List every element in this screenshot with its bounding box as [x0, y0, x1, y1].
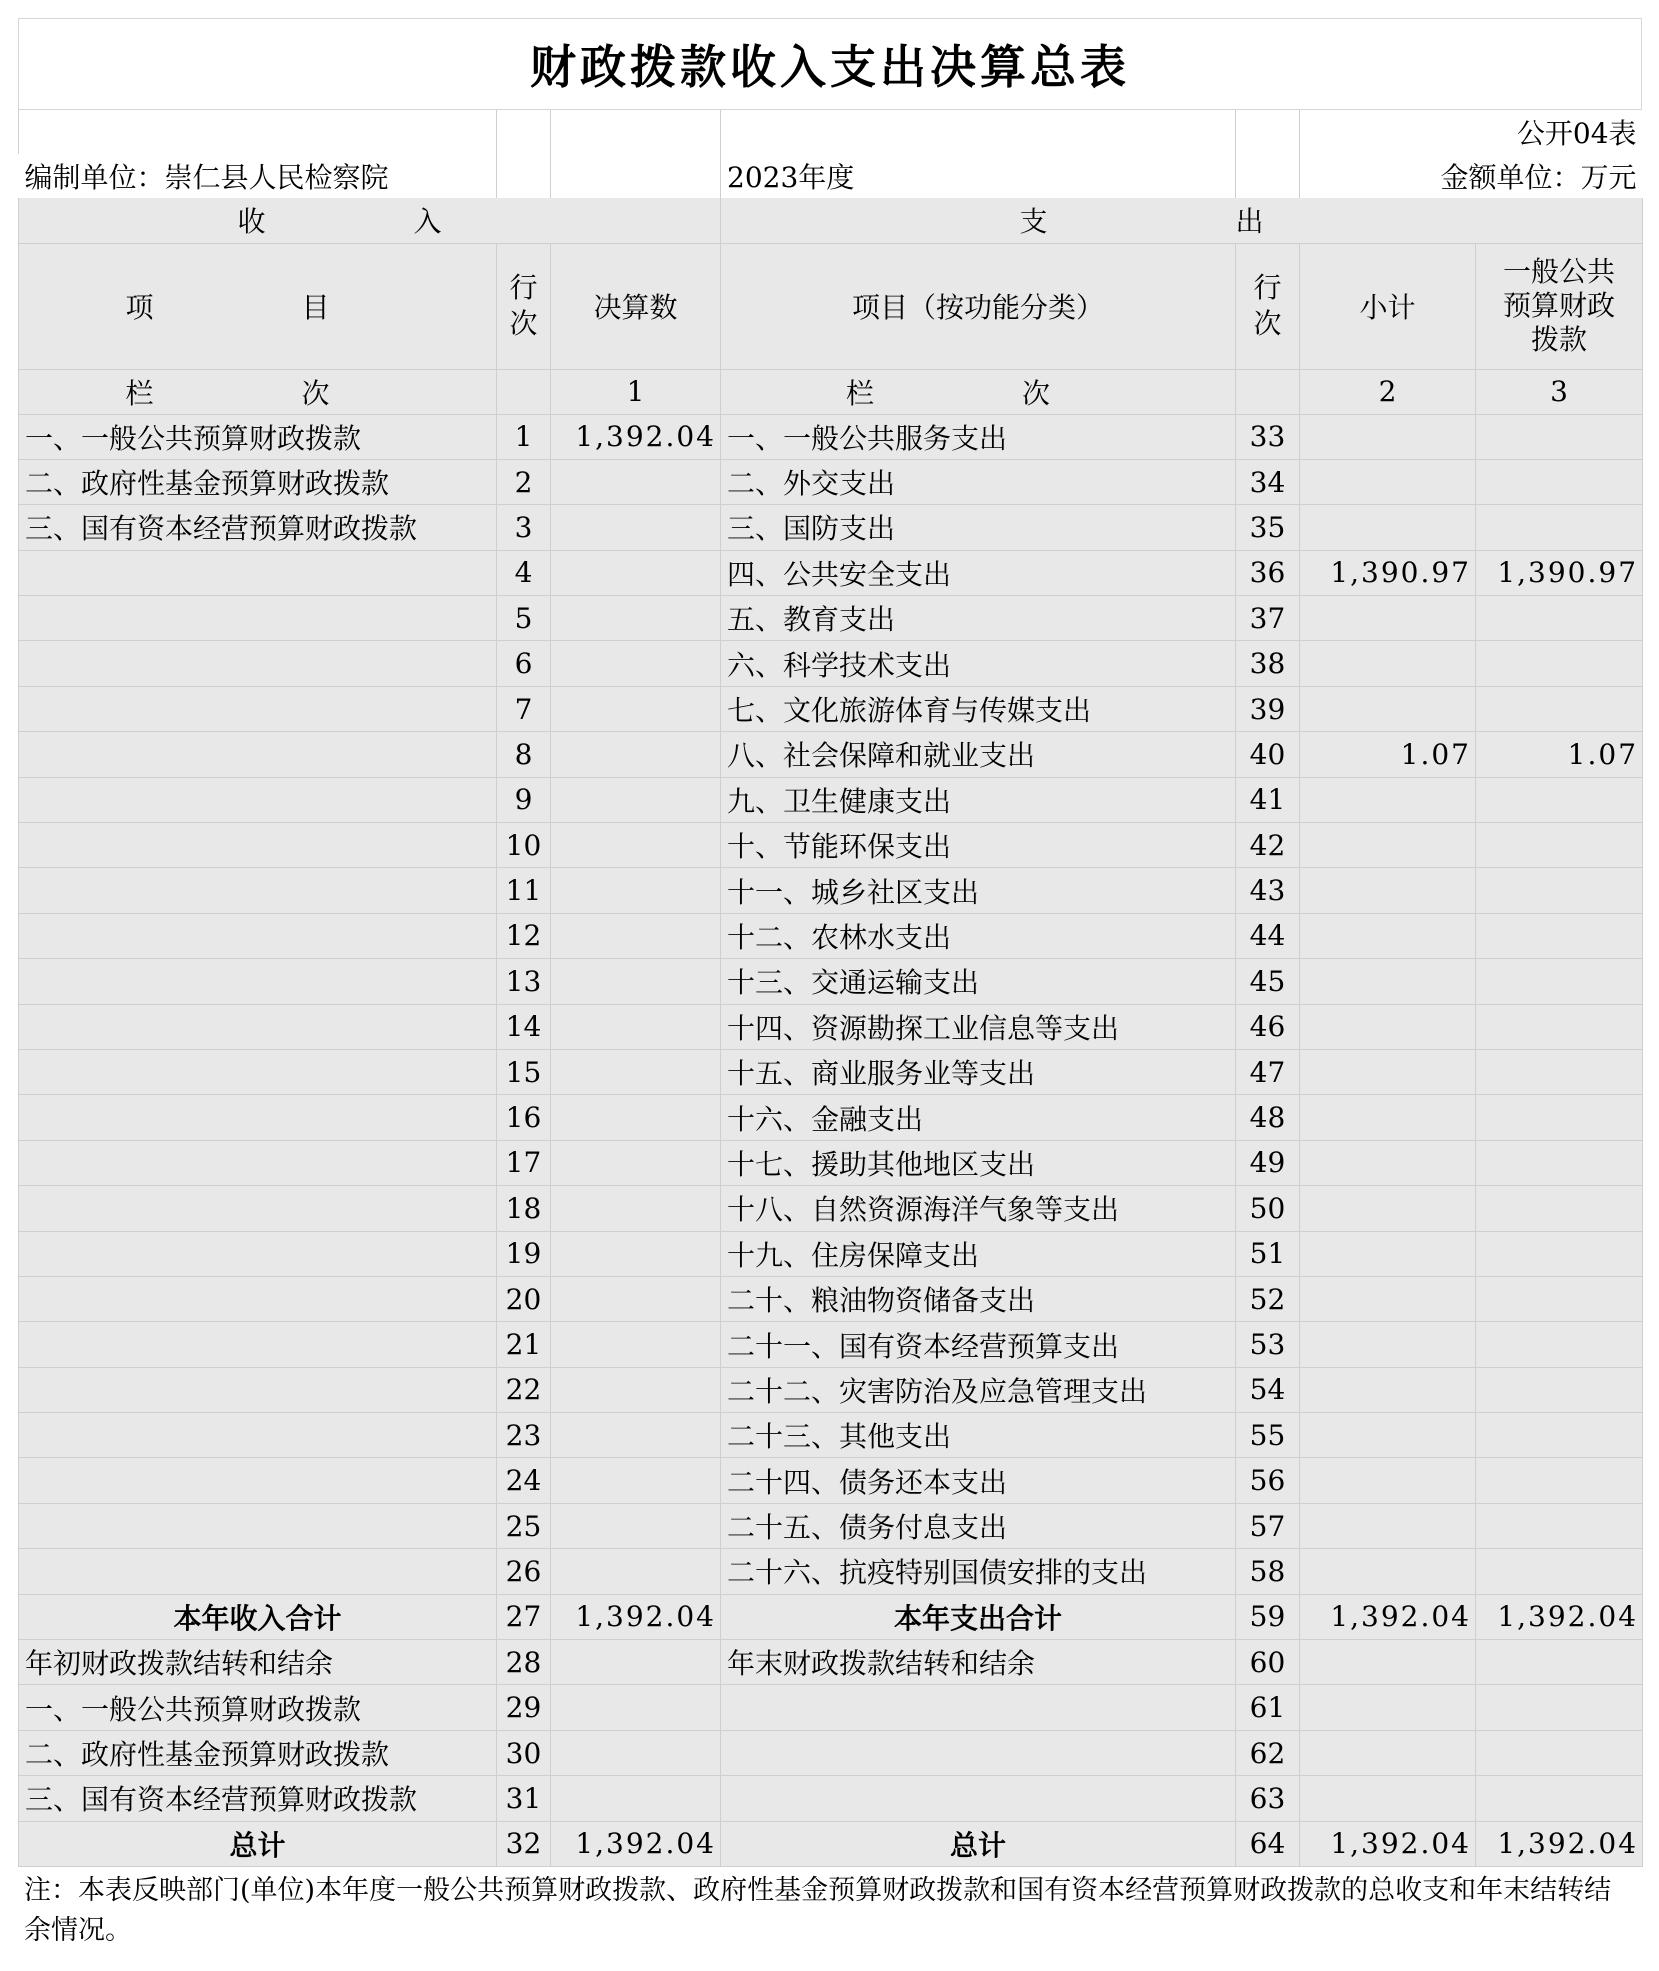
income-row-no: 27: [497, 1594, 551, 1639]
expense-row-no: 64: [1236, 1821, 1300, 1866]
expense-subtotal: [1300, 1322, 1476, 1367]
income-amount: [551, 1004, 721, 1049]
expense-row-no: 44: [1236, 913, 1300, 958]
expense-general: [1476, 1095, 1643, 1140]
income-amount: [551, 1730, 721, 1775]
fiscal-year: 2023年度: [727, 161, 855, 194]
expense-general: [1476, 1004, 1643, 1049]
expense-row-no: 61: [1236, 1685, 1300, 1730]
table-row: [19, 1322, 1643, 1367]
expense-row-no: 52: [1236, 1276, 1300, 1321]
expense-item: 二十四、债务还本支出: [721, 1458, 1236, 1503]
table-row: [19, 823, 1643, 868]
expense-item: 十九、住房保障支出: [721, 1231, 1236, 1276]
income-amount: [551, 732, 721, 777]
table-row: [19, 1186, 1643, 1231]
expense-row-no: 36: [1236, 550, 1300, 595]
expense-subtotal: [1300, 1549, 1476, 1594]
expense-item: 七、文化旅游体育与传媒支出: [721, 686, 1236, 731]
expense-general: [1476, 868, 1643, 913]
column-label: 栏 次: [19, 369, 497, 414]
header-general: 一般公共预算财政拨款: [1476, 243, 1643, 369]
expense-general: [1476, 641, 1643, 686]
expense-general: 1,392.04: [1476, 1594, 1643, 1639]
expense-subtotal: [1300, 1276, 1476, 1321]
income-item: [19, 1231, 497, 1276]
income-amount: [551, 1095, 721, 1140]
expense-subtotal: [1300, 959, 1476, 1004]
income-amount: [551, 913, 721, 958]
table-row: [19, 1095, 1643, 1140]
income-amount: [551, 459, 721, 504]
income-row-no: 23: [497, 1413, 551, 1458]
expense-row-no: 37: [1236, 596, 1300, 641]
income-row-no: 24: [497, 1458, 551, 1503]
table-row: [19, 505, 1643, 550]
expense-subtotal: 1,390.97: [1300, 550, 1476, 595]
income-amount: [551, 1685, 721, 1730]
expense-item: 三、国防支出: [721, 505, 1236, 550]
expense-row-no: 50: [1236, 1186, 1300, 1231]
expense-general: [1476, 686, 1643, 731]
column-2: 2: [1300, 369, 1476, 414]
expense-row-no: 59: [1236, 1594, 1300, 1639]
expense-general: [1476, 1231, 1643, 1276]
expense-subtotal: [1300, 596, 1476, 641]
income-row-no: 26: [497, 1549, 551, 1594]
table-row: [19, 550, 1643, 595]
column-3: 3: [1476, 369, 1643, 414]
income-row-no: 14: [497, 1004, 551, 1049]
expense-item: [721, 1685, 1236, 1730]
income-amount: [551, 686, 721, 731]
expense-row-no: 62: [1236, 1730, 1300, 1775]
expense-general: [1476, 1776, 1643, 1821]
expense-subtotal: [1300, 868, 1476, 913]
income-item: 二、政府性基金预算财政拨款: [19, 459, 497, 504]
income-row-no: 31: [497, 1776, 551, 1821]
expense-item: [721, 1730, 1236, 1775]
expense-general: [1476, 959, 1643, 1004]
expense-general: [1476, 1049, 1643, 1094]
expense-general: [1476, 1276, 1643, 1321]
expense-subtotal: [1300, 1186, 1476, 1231]
expense-general: [1476, 1458, 1643, 1503]
compiler-unit: 编制单位：崇仁县人民检察院: [24, 161, 389, 194]
income-amount: [551, 868, 721, 913]
header-subtotal: 小计: [1300, 243, 1476, 369]
header-row-no: 行次: [497, 243, 551, 369]
income-item: 三、国有资本经营预算财政拨款: [19, 1776, 497, 1821]
income-item: 年初财政拨款结转和结余: [19, 1640, 497, 1685]
expense-subtotal: [1300, 414, 1476, 459]
expense-general: 1,392.04: [1476, 1821, 1643, 1866]
income-amount: [551, 1640, 721, 1685]
expense-item: 六、科学技术支出: [721, 641, 1236, 686]
expense-item: 四、公共安全支出: [721, 550, 1236, 595]
expense-subtotal: [1300, 1503, 1476, 1548]
income-row-no: 30: [497, 1730, 551, 1775]
expense-general: [1476, 1640, 1643, 1685]
income-item: [19, 686, 497, 731]
expense-row-no: 60: [1236, 1640, 1300, 1685]
table-row: [19, 1730, 1643, 1775]
table-row: [19, 1049, 1643, 1094]
income-item: 一、一般公共预算财政拨款: [19, 414, 497, 459]
income-item: [19, 596, 497, 641]
expense-subtotal: [1300, 1140, 1476, 1185]
expense-row-no: 34: [1236, 459, 1300, 504]
expense-subtotal: [1300, 1413, 1476, 1458]
column-label-2: 栏 次: [721, 369, 1236, 414]
expense-row-no: 51: [1236, 1231, 1300, 1276]
expense-item: 二十六、抗疫特别国债安排的支出: [721, 1549, 1236, 1594]
income-row-no: 19: [497, 1231, 551, 1276]
section-income: 收 入: [19, 198, 721, 243]
table-row: [19, 1367, 1643, 1412]
expense-row-no: 49: [1236, 1140, 1300, 1185]
expense-row-no: 55: [1236, 1413, 1300, 1458]
income-amount: [551, 596, 721, 641]
expense-item: 十五、商业服务业等支出: [721, 1049, 1236, 1094]
expense-row-no: 39: [1236, 686, 1300, 731]
expense-row-no: 33: [1236, 414, 1300, 459]
table-row: [19, 913, 1643, 958]
expense-item: 十二、农林水支出: [721, 913, 1236, 958]
income-row-no: 5: [497, 596, 551, 641]
table-row: [19, 1503, 1643, 1548]
income-item: 本年收入合计: [19, 1594, 497, 1639]
income-row-no: 21: [497, 1322, 551, 1367]
income-row-no: 17: [497, 1140, 551, 1185]
income-amount: [551, 505, 721, 550]
table-row: [19, 459, 1643, 504]
expense-general: [1476, 1685, 1643, 1730]
income-row-no: 18: [497, 1186, 551, 1231]
expense-subtotal: [1300, 1730, 1476, 1775]
income-item: [19, 823, 497, 868]
income-item: 二、政府性基金预算财政拨款: [19, 1730, 497, 1775]
expense-general: [1476, 913, 1643, 958]
income-amount: [551, 1776, 721, 1821]
expense-subtotal: 1,392.04: [1300, 1594, 1476, 1639]
expense-row-no: 42: [1236, 823, 1300, 868]
income-amount: [551, 1322, 721, 1367]
expense-item: 十三、交通运输支出: [721, 959, 1236, 1004]
expense-item: 五、教育支出: [721, 596, 1236, 641]
expense-row-no: 43: [1236, 868, 1300, 913]
expense-row-no: 41: [1236, 777, 1300, 822]
year-total-row: [19, 1594, 1643, 1639]
expense-item: 八、社会保障和就业支出: [721, 732, 1236, 777]
income-row-no: 28: [497, 1640, 551, 1685]
header-final: 决算数: [551, 243, 721, 369]
income-amount: [551, 1458, 721, 1503]
income-amount: [551, 1231, 721, 1276]
income-amount: [551, 1186, 721, 1231]
expense-general: [1476, 1503, 1643, 1548]
income-item: [19, 1095, 497, 1140]
expense-subtotal: [1300, 777, 1476, 822]
expense-subtotal: 1,392.04: [1300, 1821, 1476, 1866]
expense-subtotal: 1.07: [1300, 732, 1476, 777]
expense-row-no: 56: [1236, 1458, 1300, 1503]
income-amount: [551, 641, 721, 686]
expense-general: [1476, 1413, 1643, 1458]
expense-general: [1476, 777, 1643, 822]
expense-item: 十六、金融支出: [721, 1095, 1236, 1140]
table-row: [19, 1776, 1643, 1821]
expense-general: [1476, 1367, 1643, 1412]
income-row-no: 2: [497, 459, 551, 504]
income-row-no: 3: [497, 505, 551, 550]
expense-item: 十八、自然资源海洋气象等支出: [721, 1186, 1236, 1231]
income-item: [19, 1549, 497, 1594]
grand-total-row: [19, 1821, 1643, 1866]
expense-subtotal: [1300, 1685, 1476, 1730]
income-amount: [551, 550, 721, 595]
income-item: 三、国有资本经营预算财政拨款: [19, 505, 497, 550]
expense-item: 十、节能环保支出: [721, 823, 1236, 868]
expense-general: [1476, 1140, 1643, 1185]
income-item: [19, 1503, 497, 1548]
expense-item: 二十一、国有资本经营预算支出: [721, 1322, 1236, 1367]
income-row-no: 12: [497, 913, 551, 958]
expense-item: 二、外交支出: [721, 459, 1236, 504]
expense-subtotal: [1300, 1095, 1476, 1140]
income-row-no: 11: [497, 868, 551, 913]
expense-general: [1476, 1322, 1643, 1367]
table-row: [19, 414, 1643, 459]
expense-row-no: 58: [1236, 1549, 1300, 1594]
footnote: 注：本表反映部门(单位)本年度一般公共预算财政拨款、政府性基金预算财政拨款和国有资本经营预算财政拨款的总收支和年末结转结余情况。: [24, 1875, 1612, 1946]
expense-subtotal: [1300, 1004, 1476, 1049]
expense-subtotal: [1300, 1640, 1476, 1685]
expense-general: [1476, 459, 1643, 504]
expense-subtotal: [1300, 686, 1476, 731]
income-row-no: 1: [497, 414, 551, 459]
expense-item: [721, 1776, 1236, 1821]
expense-general: [1476, 1186, 1643, 1231]
income-row-no: 22: [497, 1367, 551, 1412]
expense-item: 二十、粮油物资储备支出: [721, 1276, 1236, 1321]
expense-item: 二十五、债务付息支出: [721, 1503, 1236, 1548]
expense-subtotal: [1300, 1231, 1476, 1276]
report-sheet: [18, 18, 1642, 1951]
expense-general: [1476, 505, 1643, 550]
expense-subtotal: [1300, 1049, 1476, 1094]
header-item: 项 目: [19, 243, 497, 369]
income-item: [19, 1413, 497, 1458]
income-amount: [551, 959, 721, 1004]
expense-subtotal: [1300, 1367, 1476, 1412]
income-row-no: 7: [497, 686, 551, 731]
income-item: [19, 959, 497, 1004]
expense-row-no: 40: [1236, 732, 1300, 777]
table-row: [19, 1231, 1643, 1276]
expense-item: 本年支出合计: [721, 1594, 1236, 1639]
expense-general: 1.07: [1476, 732, 1643, 777]
income-item: 一、一般公共预算财政拨款: [19, 1685, 497, 1730]
table-row: [19, 1004, 1643, 1049]
form-code: 公开04表: [1516, 117, 1637, 150]
income-amount: [551, 1413, 721, 1458]
amount-unit: 金额单位：万元: [1440, 161, 1637, 194]
table-row: [19, 1140, 1643, 1185]
income-row-no: 32: [497, 1821, 551, 1866]
expense-subtotal: [1300, 505, 1476, 550]
income-amount: [551, 1549, 721, 1594]
income-amount: 1,392.04: [551, 414, 721, 459]
expense-item: 二十三、其他支出: [721, 1413, 1236, 1458]
income-item: [19, 1367, 497, 1412]
income-item: [19, 1276, 497, 1321]
report-title: 财政拨款收入支出决算总表: [18, 18, 1642, 110]
income-item: [19, 1004, 497, 1049]
table-row: [19, 1685, 1643, 1730]
table-row: [19, 1458, 1643, 1503]
income-item: [19, 868, 497, 913]
expense-item: 二十二、灾害防治及应急管理支出: [721, 1367, 1236, 1412]
table-row: [19, 596, 1643, 641]
table-row: [19, 959, 1643, 1004]
income-amount: [551, 1276, 721, 1321]
income-amount: [551, 1503, 721, 1548]
table-row: [19, 1640, 1643, 1685]
income-amount: 1,392.04: [551, 1821, 721, 1866]
income-row-no: 10: [497, 823, 551, 868]
income-item: [19, 1458, 497, 1503]
income-amount: [551, 823, 721, 868]
income-row-no: 9: [497, 777, 551, 822]
expense-subtotal: [1300, 459, 1476, 504]
expense-subtotal: [1300, 641, 1476, 686]
column-1: 1: [551, 369, 721, 414]
expense-row-no: 48: [1236, 1095, 1300, 1140]
expense-row-no: 63: [1236, 1776, 1300, 1821]
expense-item: 一、一般公共服务支出: [721, 414, 1236, 459]
expense-row-no: 54: [1236, 1367, 1300, 1412]
table-row: [19, 641, 1643, 686]
expense-item: 总计: [721, 1821, 1236, 1866]
income-row-no: 29: [497, 1685, 551, 1730]
income-row-no: 15: [497, 1049, 551, 1094]
income-item: [19, 1049, 497, 1094]
table-row: [19, 868, 1643, 913]
income-row-no: 20: [497, 1276, 551, 1321]
expense-row-no: 38: [1236, 641, 1300, 686]
expense-row-no: 53: [1236, 1322, 1300, 1367]
income-item: [19, 732, 497, 777]
header-row-no-2: 行次: [1236, 243, 1300, 369]
expense-item: 十一、城乡社区支出: [721, 868, 1236, 913]
expense-item: 十四、资源勘探工业信息等支出: [721, 1004, 1236, 1049]
income-item: [19, 1186, 497, 1231]
income-item: [19, 913, 497, 958]
expense-subtotal: [1300, 1776, 1476, 1821]
income-item: [19, 550, 497, 595]
income-item: [19, 1140, 497, 1185]
income-row-no: 8: [497, 732, 551, 777]
income-amount: [551, 1049, 721, 1094]
expense-general: 1,390.97: [1476, 550, 1643, 595]
income-row-no: 25: [497, 1503, 551, 1548]
income-row-no: 6: [497, 641, 551, 686]
expense-item: 九、卫生健康支出: [721, 777, 1236, 822]
income-row-no: 13: [497, 959, 551, 1004]
expense-row-no: 46: [1236, 1004, 1300, 1049]
income-amount: 1,392.04: [551, 1594, 721, 1639]
expense-general: [1476, 414, 1643, 459]
expense-row-no: 45: [1236, 959, 1300, 1004]
report-table: [18, 110, 1643, 1867]
table-row: [19, 686, 1643, 731]
income-item: [19, 1322, 497, 1367]
expense-row-no: 47: [1236, 1049, 1300, 1094]
header-item-func: 项目（按功能分类）: [721, 243, 1236, 369]
expense-general: [1476, 823, 1643, 868]
table-row: [19, 1413, 1643, 1458]
income-row-no: 4: [497, 550, 551, 595]
expense-row-no: 35: [1236, 505, 1300, 550]
expense-item: 年末财政拨款结转和结余: [721, 1640, 1236, 1685]
income-amount: [551, 1367, 721, 1412]
expense-item: 十七、援助其他地区支出: [721, 1140, 1236, 1185]
table-row: [19, 732, 1643, 777]
expense-subtotal: [1300, 823, 1476, 868]
income-item: 总计: [19, 1821, 497, 1866]
section-expense: 支 出: [721, 198, 1643, 243]
income-item: [19, 777, 497, 822]
table-row: [19, 777, 1643, 822]
income-item: [19, 641, 497, 686]
expense-general: [1476, 1549, 1643, 1594]
income-amount: [551, 1140, 721, 1185]
income-amount: [551, 777, 721, 822]
expense-general: [1476, 596, 1643, 641]
table-row: [19, 1549, 1643, 1594]
expense-row-no: 57: [1236, 1503, 1300, 1548]
expense-subtotal: [1300, 1458, 1476, 1503]
income-row-no: 16: [497, 1095, 551, 1140]
expense-general: [1476, 1730, 1643, 1775]
table-row: [19, 1276, 1643, 1321]
expense-subtotal: [1300, 913, 1476, 958]
